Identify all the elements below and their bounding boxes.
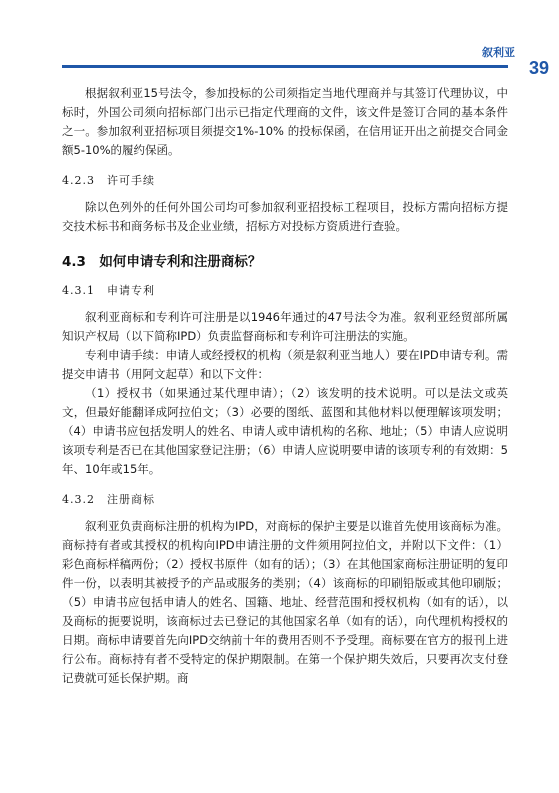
paragraph-patent-law: 叙利亚商标和专利许可注册是以1946年通过的47号法令为准。叙利亚经贸部所属知识产权局（以下简称IPD）负责监督商标和专利许可注册法的实施。 — [62, 310, 508, 343]
paragraph-permit-procedures: 除以色列外的任何外国公司均可参加叙利亚招投标工程项目，投标方需向招标方提交技术标书和商务标书及企业业绩，招标方对投标方资质进行查验。 — [62, 200, 508, 233]
page-content — [62, 84, 508, 688]
header-rule — [62, 65, 508, 68]
paragraph-agent-requirements: 根据叙利亚15号法令，参加投标的公司须指定当地代理商并与其签订代理协议，中标时，外国公司须向招标部门出示已指定代理商的文件，该文件是签订合同的基本条件之一。参加叙利亚招标项目须提交1%-10% 的投标保函，在信用证开出之前提交合同金额5-10%的履约保函。 — [62, 86, 508, 157]
header-country: 叙利亚 — [482, 46, 515, 59]
heading-4-3: 4.3 如何申请专利和注册商标？ — [62, 254, 262, 270]
paragraph-patent-procedure: 专利申请手续：申请人或经授权的机构（须是叙利亚当地人）要在IPD申请专利。需提交申请书（用阿文起草）和以下文件： — [62, 348, 508, 381]
heading-4-3-2: 4.3.2 注册商标 — [62, 493, 155, 506]
heading-4-3-1: 4.3.1 申请专利 — [62, 284, 155, 297]
page-number: 39 — [528, 58, 549, 78]
paragraph-trademark-registration: 叙利亚负责商标注册的机构为IPD，对商标的保护主要是以谁首先使用该商标为准。商标持有者或其授权的机构向IPD申请注册的文件须用阿拉伯文，并附以下文件：（1）彩色商标样稿两份；（2）授权书原件（如有的话）；（3）在其他国家商标注册证明的复印件一份，以表明其被授予的产品或服务的类别；（4）该商标的印刷铅版或其他印刷版；（5）申请书应包括申请人的姓名、国籍、地址、经营范围和授权机构（如有的话），以及商标的扼要说明，该商标过去已登记的其他国家名单（如有的话），向代理机构授权的日期。商标申请要首先向IPD交纳前十年的费用否则不予受理。商标要在官方的报刊上进行公布。商标持有者不受特定的保护期限制。在第一个保护期失效后，只要再次支付登记费就可延长保护期。商 — [62, 519, 508, 685]
paragraph-patent-documents: （1）授权书（如果通过某代理申请）；（2）该发明的技术说明。可以是法文或英文，但最好能翻译成阿拉伯文；（3）必要的图纸、蓝图和其他材料以便理解该项发明；（4）申请书应包括发明人的姓名、申请人或申请机构的名称、地址；（5）申请人应说明该项专利是否已在其他国家登记注册；（6）申请人应说明要申请的该项专利的有效期：5年、10年或15年。 — [62, 386, 508, 476]
heading-4-2-3: 4.2.3 许可手续 — [62, 174, 155, 187]
